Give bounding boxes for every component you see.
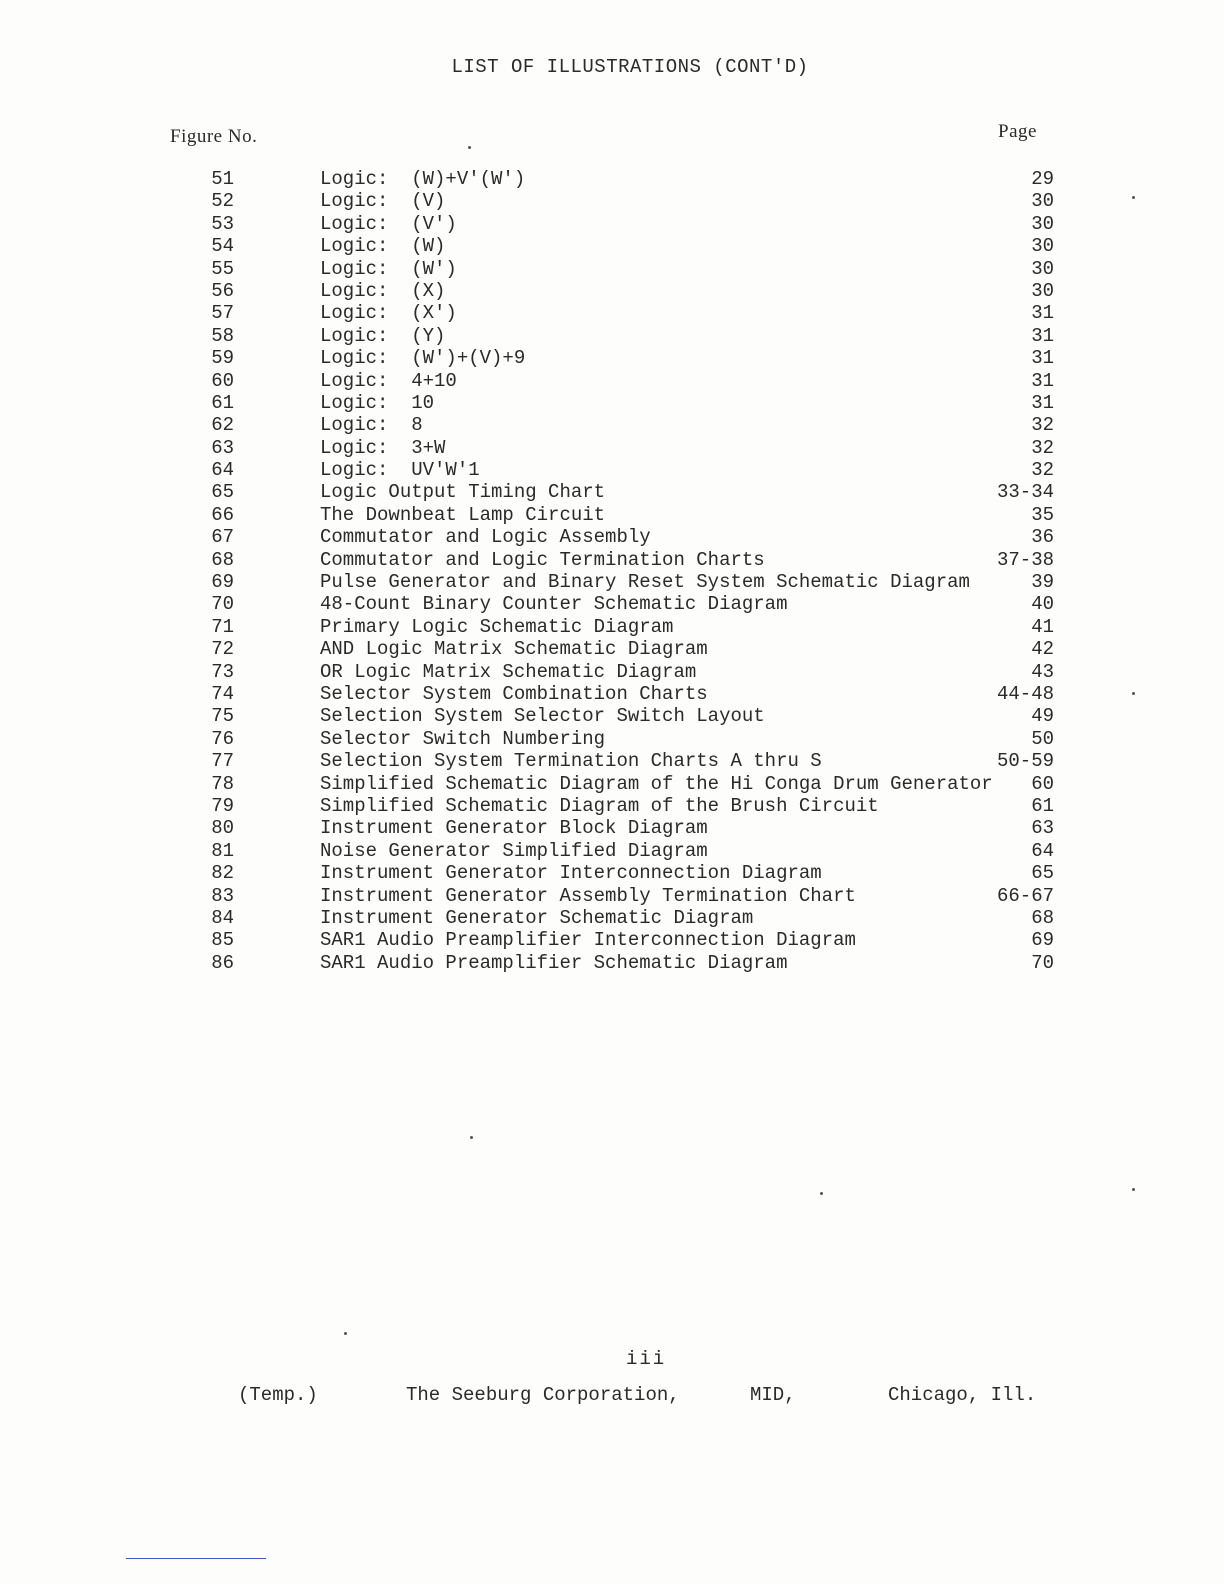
list-item [0, 638, 1224, 660]
scan-speck [1132, 1188, 1135, 1191]
figure-title: Logic: (X) [320, 279, 446, 302]
figure-page: 43 [1031, 660, 1054, 683]
figure-number: 55 [211, 257, 234, 280]
figure-page: 31 [1031, 369, 1054, 392]
list-item [0, 526, 1224, 548]
figure-title: Logic: (W)+V'(W') [320, 168, 526, 190]
list-item [0, 773, 1224, 795]
figure-page: 68 [1031, 906, 1054, 929]
list-item [0, 728, 1224, 750]
figure-page: 44-48 [996, 682, 1054, 705]
scan-speck [470, 1136, 473, 1139]
figure-page: 31 [1031, 324, 1054, 347]
figure-page: 37-38 [996, 548, 1054, 571]
figure-number: 82 [211, 862, 234, 885]
figure-page: 49 [1031, 705, 1054, 728]
figure-page: 65 [1031, 862, 1054, 885]
figure-number: 59 [211, 347, 234, 370]
figure-page: 30 [1031, 257, 1054, 280]
figure-page: 32 [1031, 459, 1054, 482]
figure-page: 33-34 [996, 481, 1054, 504]
figure-page: 29 [1031, 168, 1054, 190]
figure-number: 60 [211, 369, 234, 392]
figure-page: 69 [1031, 929, 1054, 952]
figure-title: Instrument Generator Assembly Termination Chart [320, 884, 856, 907]
figure-number: 78 [211, 772, 234, 795]
list-item [0, 302, 1224, 324]
figure-title: Logic: 10 [320, 391, 435, 414]
figure-title: The Downbeat Lamp Circuit [320, 503, 606, 526]
figure-title: Selector System Combination Charts [320, 682, 708, 705]
figure-page: 70 [1031, 951, 1054, 974]
figure-number: 57 [211, 302, 234, 325]
figure-title: Selection System Selector Switch Layout [320, 705, 765, 728]
list-item [0, 907, 1224, 929]
figure-title: Logic: UV'W'1 [320, 459, 480, 482]
figure-page: 41 [1031, 615, 1054, 638]
figure-title: Logic: (Y) [320, 324, 446, 347]
list-item [0, 885, 1224, 907]
figure-title: Logic: 4+10 [320, 369, 457, 392]
figure-page: 31 [1031, 347, 1054, 370]
scan-speck [820, 1192, 823, 1195]
figure-title: 48-Count Binary Counter Schematic Diagram [320, 593, 788, 616]
figure-page: 30 [1031, 212, 1054, 235]
list-item [0, 817, 1224, 839]
figure-title: Logic: (X') [320, 302, 457, 325]
scan-speck [344, 1332, 347, 1335]
figure-number: 67 [211, 526, 234, 549]
list-item [0, 593, 1224, 615]
figure-number: 56 [211, 279, 234, 302]
list-item [0, 750, 1224, 772]
figure-number: 80 [211, 817, 234, 840]
figure-number: 64 [211, 459, 234, 482]
figure-page: 42 [1031, 638, 1054, 661]
footer-temp: (Temp.) [238, 1384, 318, 1406]
figure-page: 63 [1031, 817, 1054, 840]
list-item [0, 168, 1224, 190]
list-item [0, 481, 1224, 503]
figure-page: 39 [1031, 571, 1054, 594]
figure-title: Primary Logic Schematic Diagram [320, 615, 674, 638]
figure-number: 69 [211, 571, 234, 594]
footer-corporation: The Seeburg Corporation, [406, 1384, 680, 1406]
footer-division: MID, [750, 1384, 796, 1406]
figure-page: 32 [1031, 414, 1054, 437]
figure-page: 36 [1031, 526, 1054, 549]
footer-city: Chicago, Ill. [888, 1384, 1037, 1406]
figure-page: 50-59 [996, 750, 1054, 773]
figure-page: 30 [1031, 235, 1054, 258]
figure-title: OR Logic Matrix Schematic Diagram [320, 660, 697, 683]
figure-number: 83 [211, 884, 234, 907]
figure-number: 52 [211, 190, 234, 213]
page-title: LIST OF ILLUSTRATIONS (CONT'D) [451, 56, 809, 78]
figure-number: 68 [211, 548, 234, 571]
figure-title: Logic: (W')+(V)+9 [320, 347, 526, 370]
figure-title: Noise Generator Simplified Diagram [320, 839, 708, 862]
figure-title: Instrument Generator Interconnection Diagram [320, 862, 822, 885]
list-item [0, 235, 1224, 257]
page-column-header: Page [998, 121, 1037, 142]
list-item [0, 280, 1224, 302]
list-item [0, 258, 1224, 280]
figure-title: Instrument Generator Block Diagram [320, 817, 708, 840]
figure-title: Commutator and Logic Assembly [320, 526, 651, 549]
figure-title: Logic: (W) [320, 235, 446, 258]
list-item [0, 862, 1224, 884]
figure-number: 86 [211, 951, 234, 974]
figure-number: 79 [211, 794, 234, 817]
figure-page: 35 [1031, 503, 1054, 526]
list-item [0, 347, 1224, 369]
scan-speck [1132, 196, 1135, 199]
list-item [0, 795, 1224, 817]
figure-title: Logic: 8 [320, 414, 423, 437]
list-item [0, 190, 1224, 212]
figure-number: 81 [211, 839, 234, 862]
scan-mark-line [126, 1558, 266, 1559]
figure-title: Logic: (V) [320, 190, 446, 213]
figure-number: 70 [211, 593, 234, 616]
figure-number: 84 [211, 906, 234, 929]
figure-title: Simplified Schematic Diagram of the Brush Circuit [320, 794, 879, 817]
list-item [0, 370, 1224, 392]
figure-number: 73 [211, 660, 234, 683]
list-item [0, 325, 1224, 347]
figure-title: Logic Output Timing Chart [320, 481, 606, 504]
figure-title: Selection System Termination Charts A thru S [320, 750, 822, 773]
list-item [0, 213, 1224, 235]
figure-title: Simplified Schematic Diagram of the Hi Conga Drum Generator [320, 772, 993, 795]
figure-page: 61 [1031, 794, 1054, 817]
figure-number: 53 [211, 212, 234, 235]
figure-page: 32 [1031, 436, 1054, 459]
list-item [0, 705, 1224, 727]
list-item [0, 661, 1224, 683]
figure-number: 76 [211, 727, 234, 750]
figure-number: 63 [211, 436, 234, 459]
list-item [0, 459, 1224, 481]
figure-number: 58 [211, 324, 234, 347]
figure-column-header: Figure No. [170, 126, 258, 147]
page-number: iii [626, 1348, 667, 1370]
figure-number: 71 [211, 615, 234, 638]
figure-page: 30 [1031, 279, 1054, 302]
figure-number: 54 [211, 235, 234, 258]
figure-title: Logic: 3+W [320, 436, 446, 459]
figure-number: 51 [211, 168, 234, 190]
list-item [0, 549, 1224, 571]
list-item [0, 571, 1224, 593]
list-item [0, 616, 1224, 638]
figure-number: 62 [211, 414, 234, 437]
figure-number: 61 [211, 391, 234, 414]
figure-number: 65 [211, 481, 234, 504]
figure-number: 74 [211, 682, 234, 705]
figure-page: 31 [1031, 391, 1054, 414]
figure-number: 66 [211, 503, 234, 526]
figure-title: SAR1 Audio Preamplifier Schematic Diagram [320, 951, 788, 974]
figure-title: Instrument Generator Schematic Diagram [320, 906, 754, 929]
list-item [0, 414, 1224, 436]
figure-number: 77 [211, 750, 234, 773]
list-item [0, 929, 1224, 951]
figure-page: 30 [1031, 190, 1054, 213]
list-item [0, 504, 1224, 526]
figure-title: Pulse Generator and Binary Reset System Schematic Diagram [320, 571, 970, 594]
illustrations-list [0, 168, 1224, 974]
figure-title: Commutator and Logic Termination Charts [320, 548, 765, 571]
list-item [0, 683, 1224, 705]
figure-page: 40 [1031, 593, 1054, 616]
figure-title: Selector Switch Numbering [320, 727, 606, 750]
figure-number: 75 [211, 705, 234, 728]
figure-page: 64 [1031, 839, 1054, 862]
figure-page: 60 [1031, 772, 1054, 795]
list-item [0, 392, 1224, 414]
scan-speck [468, 146, 471, 149]
figure-title: Logic: (W') [320, 257, 457, 280]
scan-speck [1132, 692, 1135, 695]
figure-number: 85 [211, 929, 234, 952]
list-item [0, 952, 1224, 974]
list-item [0, 840, 1224, 862]
figure-page: 50 [1031, 727, 1054, 750]
list-item [0, 437, 1224, 459]
figure-title: AND Logic Matrix Schematic Diagram [320, 638, 708, 661]
figure-title: Logic: (V') [320, 212, 457, 235]
figure-number: 72 [211, 638, 234, 661]
figure-page: 66-67 [996, 884, 1054, 907]
figure-title: SAR1 Audio Preamplifier Interconnection Diagram [320, 929, 856, 952]
figure-page: 31 [1031, 302, 1054, 325]
